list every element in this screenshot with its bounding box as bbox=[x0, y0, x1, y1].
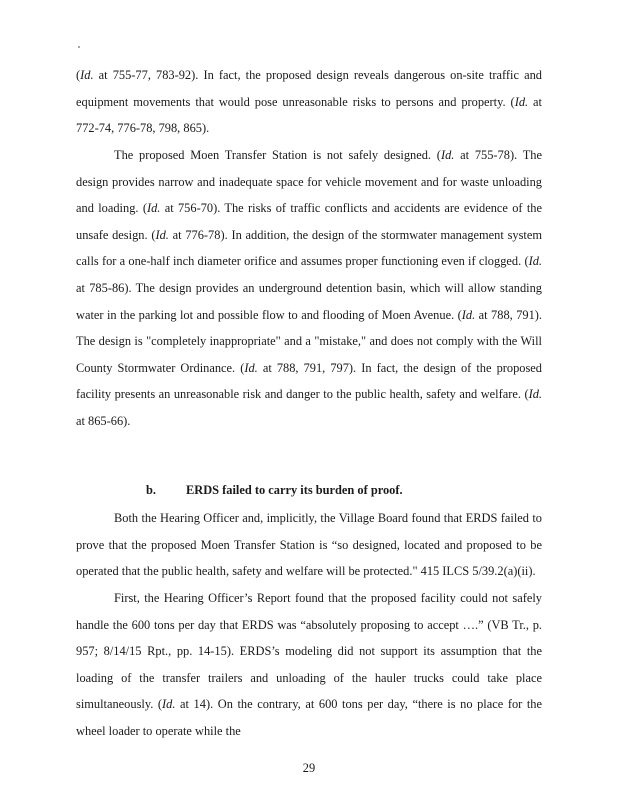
citation-id: Id. bbox=[162, 697, 176, 712]
text-run: The proposed Moen Transfer Station is not safely designed. ( bbox=[114, 148, 441, 162]
citation-id: Id. bbox=[146, 201, 161, 216]
text-run: at 14). On the contrary, at 600 tons per day, “there is no place for the wheel loader to operate while the bbox=[76, 697, 542, 738]
citation-id: Id. bbox=[528, 387, 542, 402]
text-run: at 772-74, 776-78, 798, 865). bbox=[76, 94, 542, 136]
text-run: Both the Hearing Officer and, implicitly, the Village Board found that ERDS failed to prove that the proposed Moen Transfer Station is “so designed, located and proposed to be operated that the public health, safety and welfare will be protected." 415 ILCS 5/39.2(a)(ii). bbox=[76, 511, 542, 579]
text-run: at 756-70). The risks of traffic conflicts and accidents are evidence of the unsafe design. ( bbox=[76, 201, 543, 242]
text-run: at 788, 791). The design is "completely inappropriate" and a "mistake," and does not comply with the Will County Stormwater Ordinance. ( bbox=[76, 307, 542, 375]
text-run: at 865-66). bbox=[76, 413, 131, 428]
citation-id: Id. bbox=[514, 94, 529, 109]
scan-artifact bbox=[78, 46, 80, 48]
paragraph-3 bbox=[76, 505, 542, 585]
text-run: at 776-78). In addition, the design of the stormwater management system calls for a one-half inch diameter orifice and assumes proper functioning even if clogged. ( bbox=[76, 227, 543, 269]
text-run: at 788, 791, 797). In fact, the design of the proposed facility presents an unreasonable risk and danger to the public health, safety and welfare. ( bbox=[76, 360, 542, 402]
paragraph-2 bbox=[76, 142, 542, 435]
section-heading bbox=[146, 480, 403, 500]
page-number: 29 bbox=[302, 761, 316, 775]
paragraph-1 bbox=[76, 62, 542, 142]
text-run: at 755-77, 783-92). In fact, the proposed design reveals dangerous on-site traffic and equipment movements that would pose unreasonable risks to persons and property. ( bbox=[76, 68, 542, 109]
text-run: First, the Hearing Officer’s Report found that the proposed facility could not safely handle the 600 tons per day that ERDS was “absolutely proposing to accept ….” (VB Tr., p. 957; 8/14/15 Rpt., pp. 14-15). ERDS’s modeling did not support its assumption that the loading of the transfer trailers and unloading of the hauler trucks could take place simultaneously. ( bbox=[76, 591, 542, 712]
paragraph-4 bbox=[76, 585, 542, 745]
text-run: at 755-78). The design provides narrow and inadequate space for vehicle movement and for waste unloading and loading. ( bbox=[76, 148, 542, 216]
citation-id: Id. bbox=[80, 68, 94, 82]
text-run: ( bbox=[76, 68, 81, 82]
citation-id: Id. bbox=[461, 307, 476, 322]
citation-id: Id. bbox=[244, 360, 258, 375]
text-run: at 785-86). The design provides an underground detention basin, which will allow standing water in the parking lot and possible flow to and flooding of Moen Avenue. ( bbox=[76, 280, 542, 322]
citation-id: Id. bbox=[528, 254, 542, 269]
heading-letter: b. bbox=[146, 483, 156, 497]
citation-id: Id. bbox=[155, 227, 169, 242]
citation-id: Id. bbox=[440, 148, 455, 162]
heading-title: ERDS failed to carry its burden of proof. bbox=[186, 483, 403, 497]
